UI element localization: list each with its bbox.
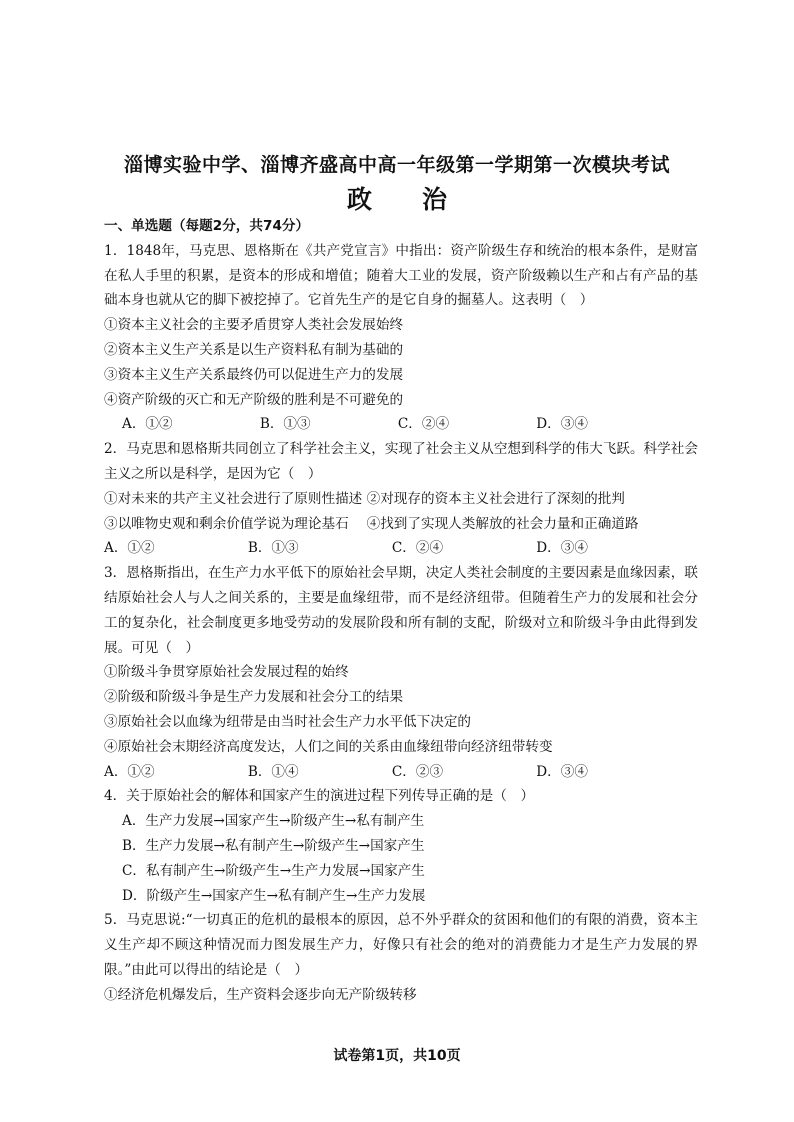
question-1-item: ②资本主义生产关系是以生产资料私有制为基础的 (104, 341, 404, 358)
section-heading: 一、单选题（每题2分，共74分） (104, 218, 310, 234)
question-1-stem: 1．1848年，马克思、恩格斯在《共产党宣言》中指出：资产阶级生存和统治的根本条件，是财富在私人手里的积累，是资本的形成和增值；随着大工业的发展，资产阶级赖以生产和占有产品的基础本身也就从它的脚下被挖掉了。它首先生产的是它自身的掘墓人。这表明（ ） (104, 242, 698, 309)
question-4-choice[interactable]: C．私有制产生→阶级产生→生产力发展→国家产生 (122, 862, 425, 879)
option-a[interactable]: A．①② (104, 763, 155, 780)
option-b[interactable]: B．①③ (259, 416, 311, 433)
question-3-options (104, 760, 698, 785)
question-1-item: ③资本主义生产关系最终仍可以促进生产力的发展 (104, 366, 404, 383)
question-4-choice[interactable]: A．生产力发展→国家产生→阶级产生→私有制产生 (122, 813, 425, 830)
option-b[interactable]: B．①④ (247, 763, 299, 780)
question-5-item: ①经济危机爆发后，生产资料会逐步向无产阶级转移 (104, 986, 417, 1003)
option-c[interactable]: C．②④ (391, 540, 444, 557)
question-4-stem: 4．关于原始社会的解体和国家产生的演进过程下列传导正确的是（ ） (104, 788, 535, 805)
option-b[interactable]: B．①③ (247, 540, 299, 557)
question-2-stem: 2．马克思和恩格斯共同创立了科学社会主义，实现了社会主义从空想到科学的伟大飞跃。科学社会主义之所以是科学，是因为它（ ） (104, 441, 698, 482)
question-2-options (104, 536, 698, 561)
question-1-options (104, 412, 698, 437)
option-a[interactable]: A．①② (104, 540, 155, 557)
question-3-item: ②阶级和阶级斗争是生产力发展和社会分工的结果 (104, 689, 404, 706)
question-3-item: ③原始社会以血缘为纽带是由当时社会生产力水平低下决定的 (104, 713, 472, 730)
question-2-item: ①对未来的共产主义社会进行了原则性描述 ②对现存的资本主义社会进行了深刻的批判 (104, 490, 625, 507)
question-3-stem: 3．恩格斯指出，在生产力水平低下的原始社会早期，决定人类社会制度的主要因素是血缘因素，联结原始社会人与人之间关系的，主要是血缘纽带，而不是经济纽带。但随着生产力的发展和社会分工的复杂化，社会制度更多地受劳动的发展阶段和所有制的支配，阶级对立和阶级斗争由此得到发展。可见（ ） (104, 565, 698, 656)
option-d[interactable]: D．③④ (536, 763, 588, 780)
subject-title: 政 治 (346, 185, 447, 214)
exam-title: 淄博实验中学、淄博齐盛高中高一年级第一学期第一次模块考试 (123, 154, 670, 176)
question-4-choice[interactable]: D．阶级产生→国家产生→私有制产生→生产力发展 (122, 887, 426, 904)
exam-content (104, 214, 698, 1008)
question-3-item: ④原始社会末期经济高度发达，人们之间的关系由血缘纽带向经济纽带转变 (104, 738, 553, 755)
option-c[interactable]: C．②④ (397, 416, 450, 433)
question-4-choice[interactable]: B．生产力发展→私有制产生→阶级产生→国家产生 (122, 837, 425, 854)
option-d[interactable]: D．③④ (536, 416, 588, 433)
question-1-item: ④资产阶级的灭亡和无产阶级的胜利是不可避免的 (104, 391, 404, 408)
option-c[interactable]: C．②③ (391, 763, 444, 780)
question-1-item: ①资本主义社会的主要矛盾贯穿人类社会发展始终 (104, 317, 404, 334)
question-2-item: ③以唯物史观和剩余价值学说为理论基石 ④找到了实现人类解放的社会力量和正确道路 (104, 515, 639, 532)
page-footer: 试卷第1页，共10页 (333, 1048, 461, 1064)
question-3-item: ①阶级斗争贯穿原始社会发展过程的始终 (104, 664, 349, 681)
option-a[interactable]: A．①② (122, 416, 173, 433)
question-5-stem: 5．马克思说:“一切真正的危机的最根本的原因，总不外乎群众的贫困和他们的有限的消费，资本主义生产却不顾这种情况而力图发展生产力，好像只有社会的绝对的消费能力才是生产力发展的界限。”由此可以得出的结论是（ ） (104, 912, 698, 978)
option-d[interactable]: D．③④ (536, 540, 588, 557)
